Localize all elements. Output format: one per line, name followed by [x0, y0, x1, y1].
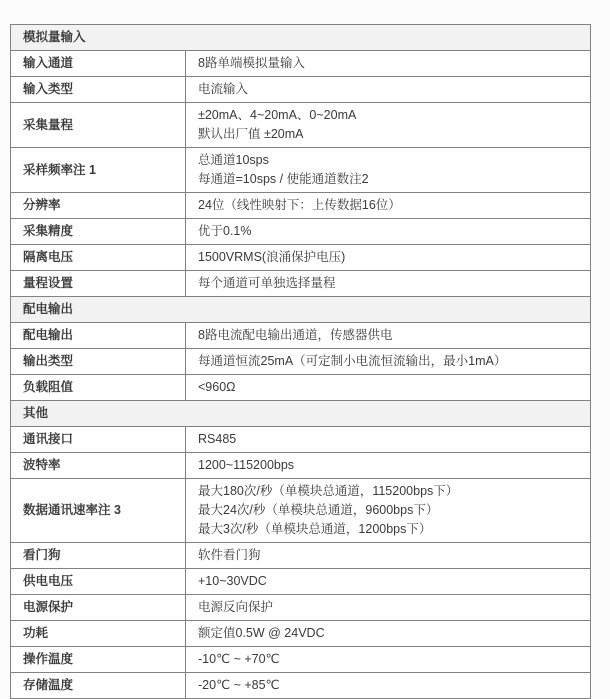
spec-value	[186, 427, 591, 453]
section-header-row-analog-input	[11, 25, 591, 51]
spec-value	[186, 569, 591, 595]
table-row	[11, 349, 591, 375]
spec-label: 输出类型	[11, 349, 186, 375]
spec-label: 电源保护	[11, 595, 186, 621]
value-line: 1200~115200bps	[198, 458, 295, 472]
table-row	[11, 621, 591, 647]
value-line: 每个通道可单独选择量程	[198, 276, 336, 290]
spec-label: 操作温度	[11, 647, 186, 673]
value-line: 8路电流配电输出通道，传感器供电	[198, 328, 393, 342]
table-row	[11, 245, 591, 271]
table-row	[11, 103, 591, 148]
value-line: 最大24次/秒（单模块总通道，9600bps下）	[198, 503, 439, 517]
value-line: +10~30VDC	[198, 574, 267, 588]
table-row	[11, 148, 591, 193]
spec-value	[186, 673, 591, 699]
table-row	[11, 479, 591, 543]
section-title: 模拟量输入	[11, 25, 591, 51]
value-line: 8路单端模拟量输入	[198, 56, 305, 70]
value-line: ±20mA、4~20mA、0~20mA	[198, 108, 357, 122]
table-row	[11, 51, 591, 77]
spec-label: 存储温度	[11, 673, 186, 699]
section-header-row-power-output	[11, 297, 591, 323]
spec-value	[186, 543, 591, 569]
value-line: 电源反向保护	[198, 600, 274, 614]
table-row	[11, 323, 591, 349]
value-line: 额定值0.5W @ 24VDC	[198, 626, 325, 640]
spec-value	[186, 77, 591, 103]
table-row	[11, 543, 591, 569]
value-line: 最大180次/秒（单模块总通道，115200bps下）	[198, 484, 459, 498]
spec-value	[186, 375, 591, 401]
spec-value	[186, 595, 591, 621]
value-line: 总通道10sps	[198, 153, 269, 167]
spec-label: 输入类型	[11, 77, 186, 103]
table-row	[11, 647, 591, 673]
table-row	[11, 193, 591, 219]
spec-label: 供电电压	[11, 569, 186, 595]
spec-table	[10, 24, 591, 699]
spec-label: 采样频率注 1	[11, 148, 186, 193]
spec-label: 看门狗	[11, 543, 186, 569]
spec-value	[186, 479, 591, 543]
value-line: -20℃ ~ +85℃	[198, 678, 280, 692]
spec-value	[186, 193, 591, 219]
table-row	[11, 77, 591, 103]
spec-value	[186, 349, 591, 375]
value-line: 优于0.1%	[198, 224, 252, 238]
spec-label: 输入通道	[11, 51, 186, 77]
value-line: 1500VRMS(浪涌保护电压)	[198, 250, 346, 264]
table-row	[11, 271, 591, 297]
table-row	[11, 453, 591, 479]
table-row	[11, 569, 591, 595]
spec-value	[186, 219, 591, 245]
value-line: 每通道=10sps / 使能通道数注2	[198, 172, 369, 186]
spec-label: 功耗	[11, 621, 186, 647]
spec-label: 波特率	[11, 453, 186, 479]
value-line: 软件看门狗	[198, 548, 261, 562]
section-header-row-other	[11, 401, 591, 427]
table-row	[11, 219, 591, 245]
spec-value	[186, 271, 591, 297]
value-line: 最大3次/秒（单模块总通道，1200bps下）	[198, 522, 432, 536]
spec-label: 量程设置	[11, 271, 186, 297]
table-row	[11, 427, 591, 453]
spec-label: 通讯接口	[11, 427, 186, 453]
spec-value	[186, 148, 591, 193]
value-line: 默认出厂值 ±20mA	[198, 127, 304, 141]
table-row	[11, 673, 591, 699]
table-row	[11, 595, 591, 621]
spec-label: 数据通讯速率注 3	[11, 479, 186, 543]
value-line: RS485	[198, 432, 237, 446]
spec-value	[186, 647, 591, 673]
value-line: <960Ω	[198, 380, 236, 394]
spec-label: 分辨率	[11, 193, 186, 219]
spec-label: 采集量程	[11, 103, 186, 148]
spec-value	[186, 621, 591, 647]
spec-value	[186, 323, 591, 349]
section-title: 其他	[11, 401, 591, 427]
spec-label: 负载阻值	[11, 375, 186, 401]
value-line: 电流输入	[198, 82, 249, 96]
spec-value	[186, 51, 591, 77]
spec-label: 配电输出	[11, 323, 186, 349]
spec-value	[186, 103, 591, 148]
table-row	[11, 375, 591, 401]
spec-label: 隔离电压	[11, 245, 186, 271]
spec-value	[186, 245, 591, 271]
spec-label: 采集精度	[11, 219, 186, 245]
value-line: 24位（线性映射下：上传数据16位）	[198, 198, 401, 212]
spec-value	[186, 453, 591, 479]
value-line: -10℃ ~ +70℃	[198, 652, 280, 666]
value-line: 每通道恒流25mA（可定制小电流恒流输出，最小1mA）	[198, 354, 507, 368]
section-title: 配电输出	[11, 297, 591, 323]
